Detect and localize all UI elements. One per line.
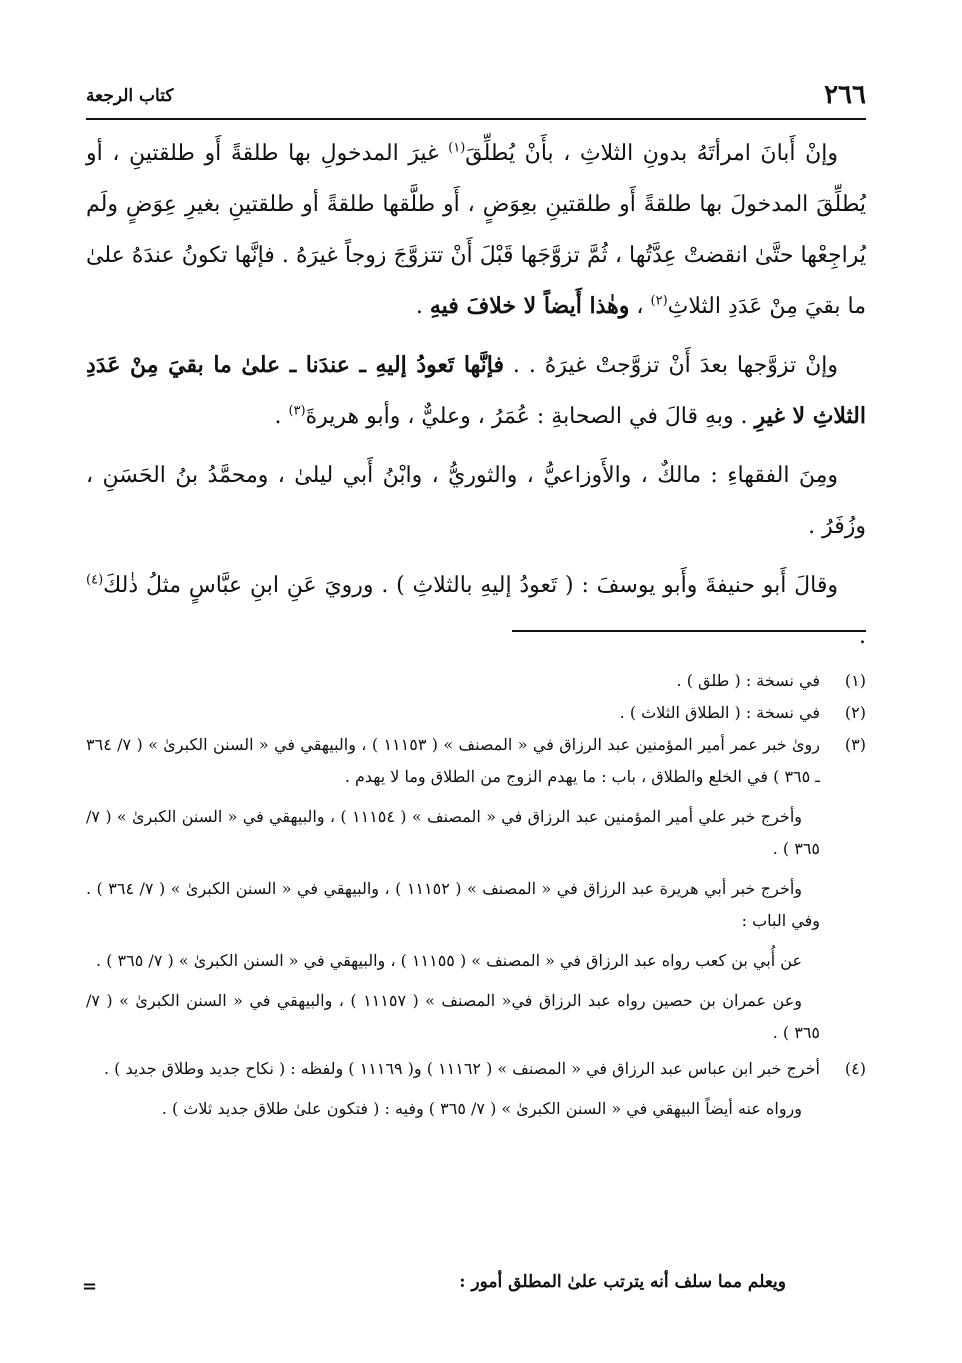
text-run: . [415,294,430,319]
footnote-text: وعن عمران بن حصين رواه عبد الرزاق في« المصنف » ( ١١١٥٧ ) ، والبيهقي في « السنن الكبرىٰ » ( ٧/ ٣٦٥ ) . [86,991,820,1042]
footnote [86,665,866,697]
footnote-text: وأخرج خبر علي أمير المؤمنين عبد الرزاق في « المصنف » ( ١١١٥٤ ) ، والبيهقي في « السنن الكبرىٰ » ( ٧/ ٣٦٥ ) . [86,807,820,858]
main-text [86,128,866,670]
page-number: ٢٦٦ [824,80,866,110]
footnote-number: (٢) [844,703,866,722]
text-run: وإنْ أَبانَ امرأتَهُ بدونِ الثلاثِ ، بأَنْ يُطلِّقَ [465,141,838,166]
text-run: . [274,404,289,429]
footnote [86,1053,866,1125]
footnote-text: ورواه عنه أيضاً البيهقي في « السنن الكبرىٰ » ( ٧/ ٣٦٥ ) وفيه : ( فتكون علىٰ طلاق جديد ثلاث ) . [161,1099,802,1118]
footnote-text: في نسخة : ( طلق ) . [676,671,820,690]
paragraph [86,560,866,662]
paragraph: ومِنَ الفقهاءِ : مالكٌ ، والأَوزاعيُّ ، والثوريُّ ، وابْنُ أَبي ليلىٰ ، ومحمَّدُ بنُ الحَسَنِ ، وزُفَرُ . [86,463,866,539]
footnote-ref: (١) [448,140,466,156]
footnote-ref: (٤) [86,572,104,588]
footnote-separator [512,630,866,632]
footnote-ref: (٢) [650,293,668,309]
text-run: وإنْ تزوَّجها بعدَ أَنْ تزوَّجتْ غيرَهُ . . [504,353,838,378]
footnote [86,697,866,729]
footnotes [86,665,866,1125]
footnote-text: رویٰ خبر عمر أمير المؤمنين عبد الرزاق في « المصنف » ( ١١١٥٣ ) ، والبيهقي في « السنن الكبرىٰ » ( ٧/ ٣٦٤ ـ ٣٦٥ ) في الخلع والطلاق ، باب : ما يهدم الزوج من الطلاق وما لا يهدم . [86,735,821,786]
footnote-number: (٤) [844,1059,866,1078]
footnote-number: (٣) [844,735,866,754]
footnote-ref: (٣) [288,403,306,419]
footnote-number: (١) [844,671,866,690]
header-rule [86,118,866,120]
paragraph [86,340,866,442]
bold-text-run: وهٰذا أَيضاً لا خلافَ فيهِ [429,293,630,319]
footnote-text: وأخرج خبر أبي هريرة عبد الرزاق في « المصنف » ( ١١١٥٢ ) ، والبيهقي في « السنن الكبرىٰ » ( ٧/ ٣٦٤ ) . وفي الباب : [86,879,820,930]
paragraph [86,128,866,332]
bold-text-run: فإنَّها تَعودُ إليهِ ـ عندَنا ـ علىٰ ما بقيَ مِنْ عَدَدِ الثلاثِ لا غيرِ [86,352,866,429]
running-title: كتاب الرجعة [86,86,174,106]
text-run: ، [629,294,651,319]
text-run: غيرَ المدخولِ بها طلقةً أَو طلقتينِ ، أو يُطلِّقَ المدخولَ بها طلقةً أَو طلقتينِ بعِوَضٍ ، أَو طلَّقها طلقةً أو طلقتينِ بغيرِ عِوَضٍ ولَم يُراجِعْها حتَّىٰ انقضتْ عِدَّتُها ، ثُمَّ تزوَّجَها قَبْلَ أَنْ تتزوَّجَ زوجاً غيرَهُ . فإنَّها تكونُ عندَهُ علىٰ ما بقيَ مِنْ عَدَدِ الثلاثِ [86,141,866,319]
page-header [86,80,866,112]
footnote-text: أخرج خبر ابن عباس عبد الرزاق في « المصنف » ( ١١١٦٢ ) و( ١١١٦٩ ) ولفظه : ( نكاح جديد وطلاق جديد ) . [103,1059,820,1078]
footnote-text: عن أُبي بن كعب رواه عبد الرزاق في « المصنف » ( ١١١٥٥ ) ، والبيهقي في « السنن الكبرىٰ » ( ٧/ ٣٦٥ ) . [96,951,802,970]
text-run: وقالَ أَبو حنيفةَ وأَبو يوسفَ : ( تَعودُ إليهِ بالثلاثِ ) . ورويَ عَنِ ابنِ عبَّاسٍ مثلُ ذٰلكَ [103,573,838,598]
text-run: . [859,624,866,649]
footnote-text: في نسخة : ( الطلاق الثلاث ) . [619,703,820,722]
continuation-line: ويعلم مما سلف أنه يترتب علىٰ المطلق أمور : [459,1272,786,1292]
continuation-mark: = [82,1276,98,1297]
footnote [86,729,866,1049]
text-run: . وبهِ قالَ في الصحابةِ : عُمَرُ ، وعليٌّ ، وأبو هريرةَ [305,404,755,429]
